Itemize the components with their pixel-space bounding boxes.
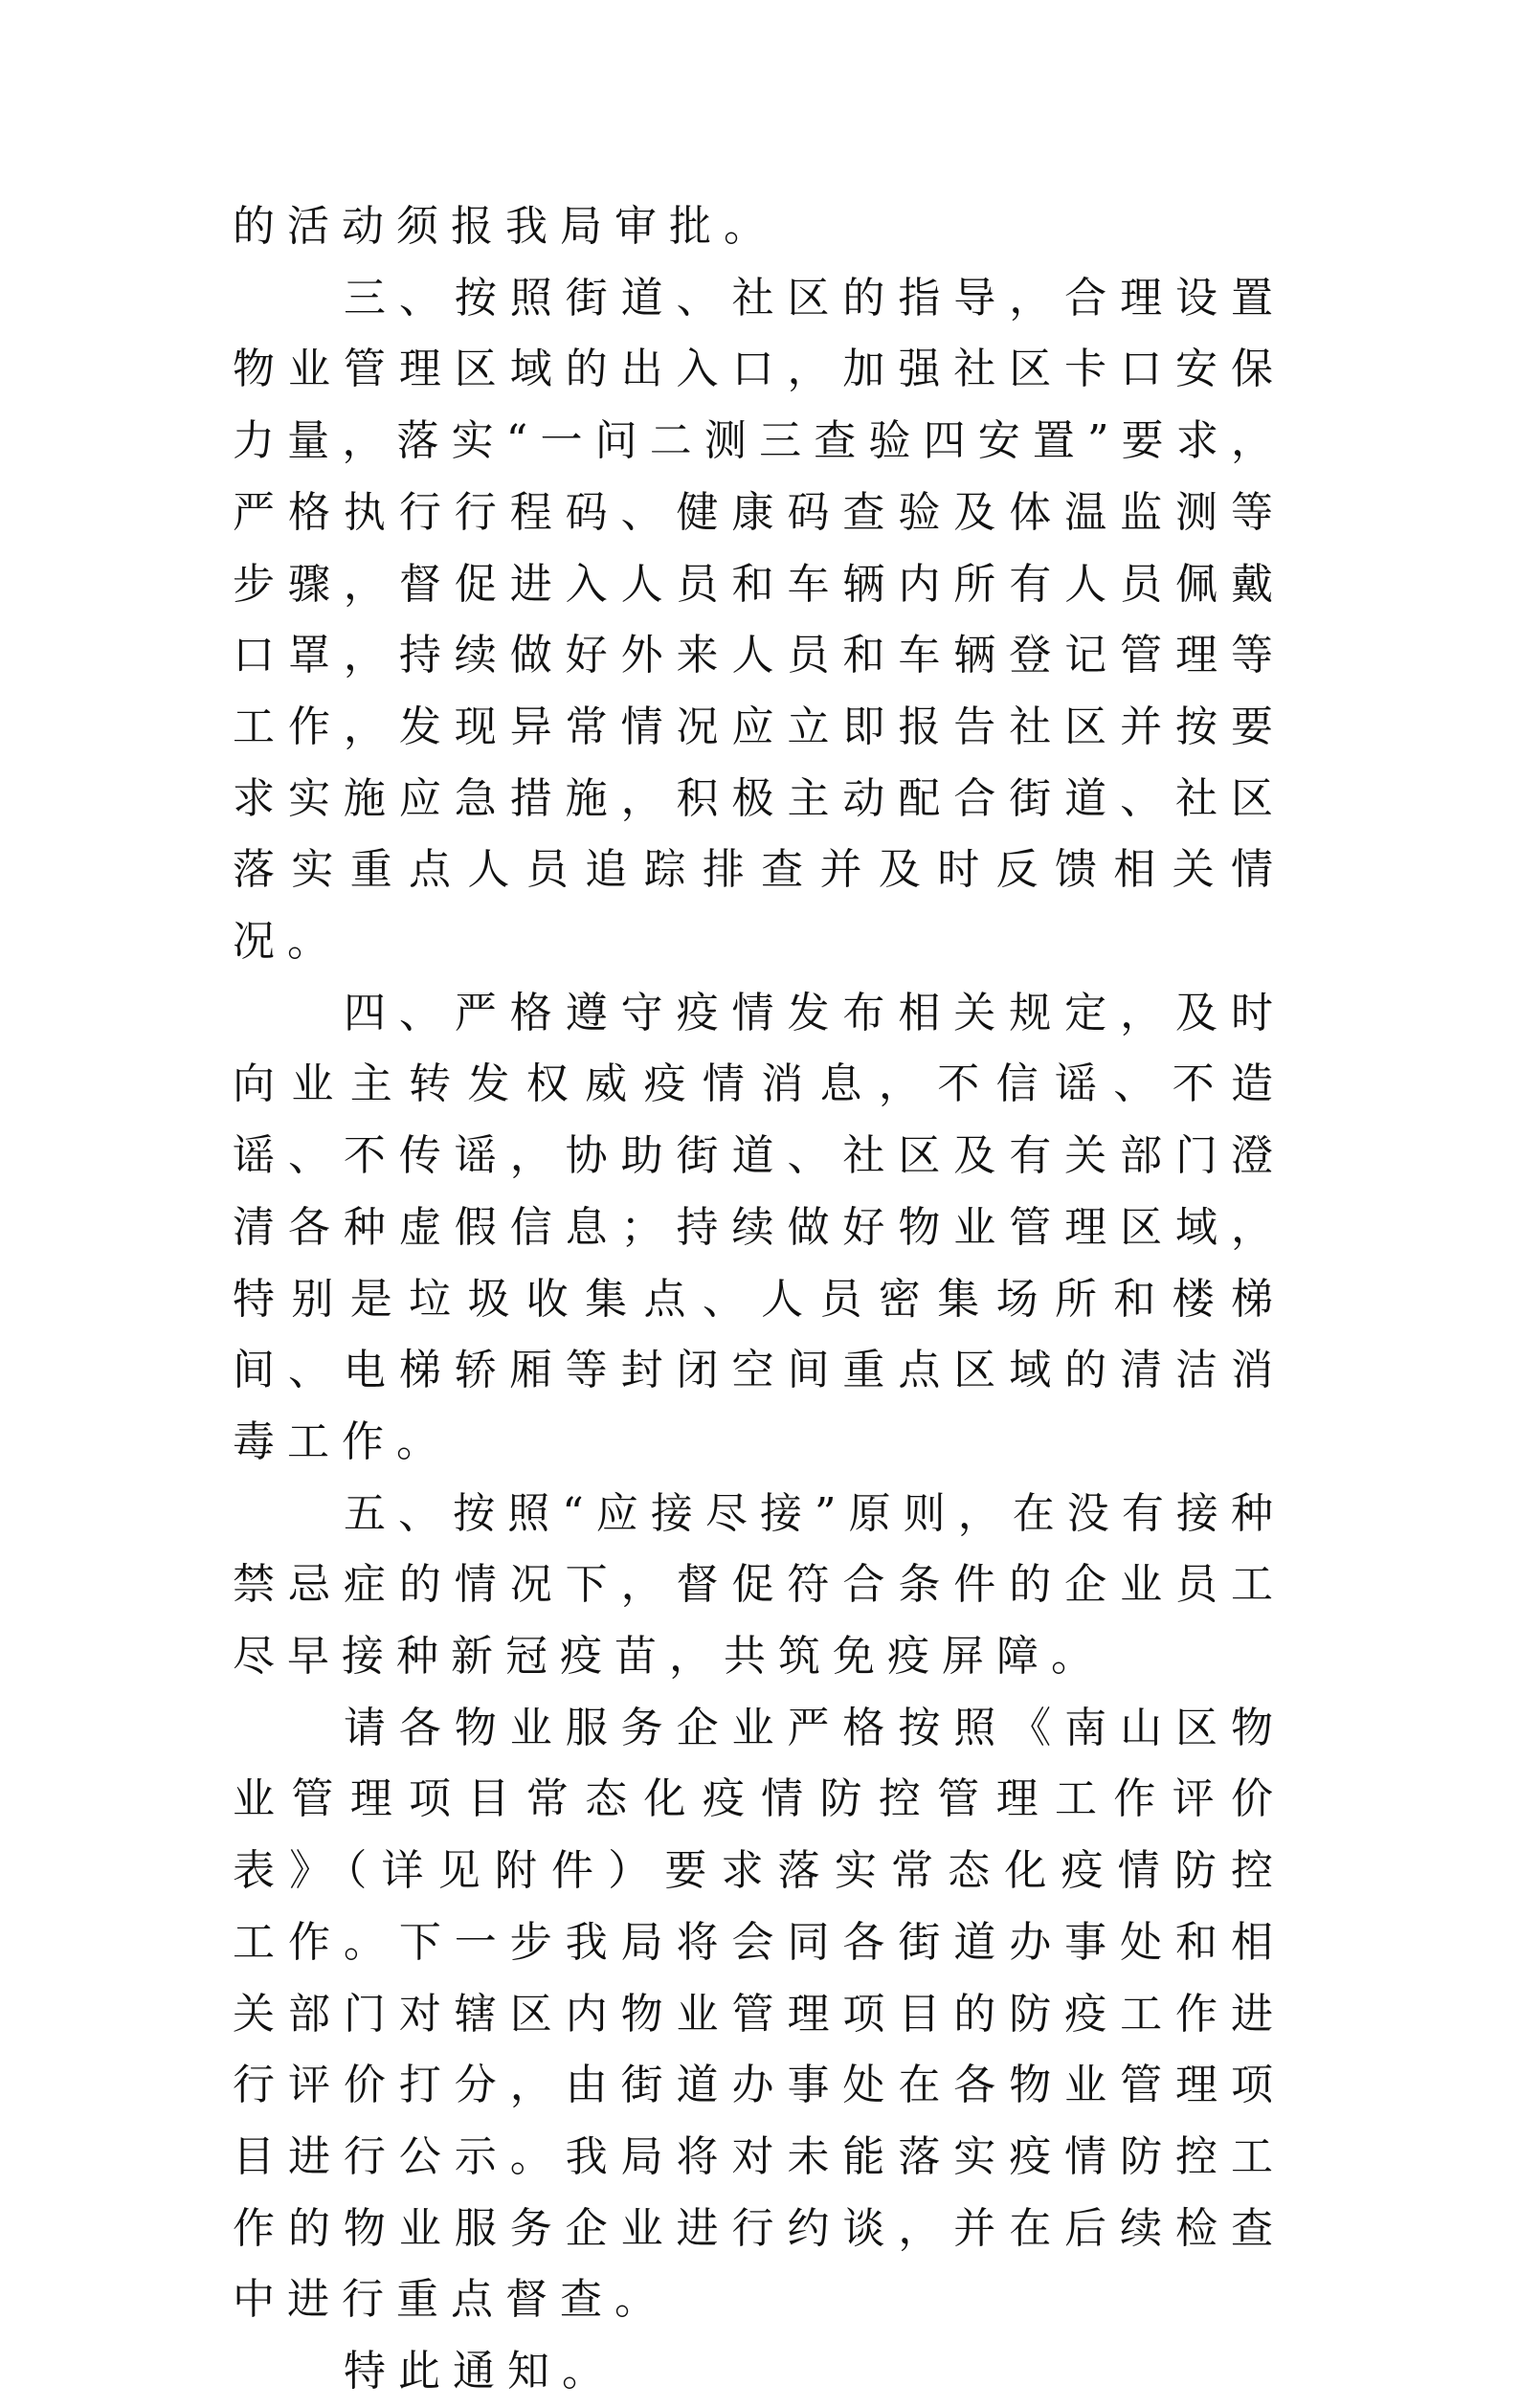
- paragraph-item-three-entrance-control: 三、按照街道、社区的指导，合理设置物业管理区域的出入口，加强社区卡口安保力量，落实“一问二测三查验四安置”要求，严格执行行程码、健康码查验及体温监测等步骤，督促进入人员和车辆内所有人员佩戴口罩，持续做好外来人员和车辆登记管理等工作，发现异常情况应立即报告社区并按要求实施应急措施，积极主动配合街道、社区落实重点人员追踪排查并及时反馈相关情况。: [233, 273, 1285, 967]
- paragraph-item-five-vaccination: 五、按照“应接尽接”原则，在没有接种禁忌症的情况下，督促符合条件的企业员工尽早接种新冠疫苗，共筑免疫屏障。: [233, 1488, 1285, 1682]
- paragraph-closing-notice: 特此通知。: [344, 2347, 616, 2397]
- paragraph-continuation-approval: 的活动须报我局审批。: [233, 202, 778, 251]
- document-page: [233, 191, 1285, 2408]
- paragraph-item-four-information-disinfection: 四、严格遵守疫情发布相关规定，及时向业主转发权威疫情消息，不信谣、不造谣、不传谣，协助街道、社区及有关部门澄清各种虚假信息；持续做好物业管理区域，特别是垃圾收集点、人员密集场所和楼梯间、电梯轿厢等封闭空间重点区域的清洁消毒工作。: [233, 988, 1285, 1466]
- paragraph-evaluation-instructions: 请各物业服务企业严格按照《南山区物业管理项目常态化疫情防控管理工作评价表》（详见附件）要求落实常态化疫情防控工作。下一步我局将会同各街道办事处和相关部门对辖区内物业管理项目的防疫工作进行评价打分，由街道办事处在各物业管理项目进行公示。我局将对未能落实疫情防控工作的物业服务企业进行约谈，并在后续检查中进行重点督查。: [233, 1703, 1285, 2325]
